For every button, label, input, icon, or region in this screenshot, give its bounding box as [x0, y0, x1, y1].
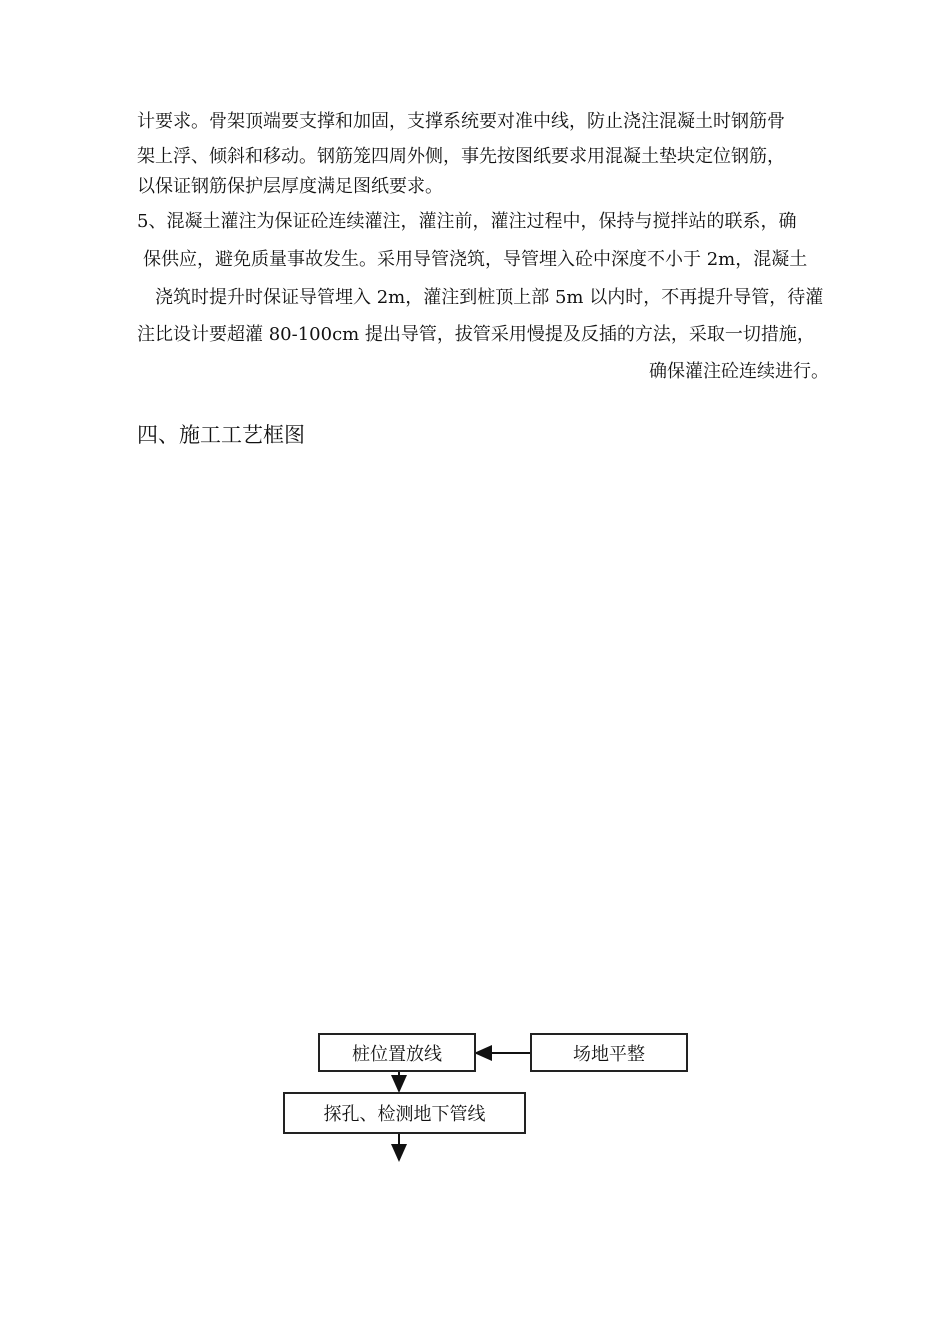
paragraph-line: 以保证钢筋保护层厚度满足图纸要求。	[137, 176, 443, 197]
paragraph-line: 保供应，避免质量事故发生。采用导管浇筑，导管埋入砼中深度不小于 2m，混凝土	[143, 249, 808, 270]
paragraph-line: 计要求。骨架顶端要支撑和加固，支撑系统要对准中线，防止浇注混凝土时钢筋骨	[137, 111, 785, 132]
section-heading: 四、施工工艺框图	[137, 423, 305, 447]
flow-box-pile-layout	[318, 1033, 476, 1072]
flow-box-label: 桩位置放线	[352, 1043, 442, 1065]
paragraph-line: 5、混凝土灌注为保证砼连续灌注，灌注前，灌注过程中，保持与搅拌站的联系，确	[137, 211, 797, 232]
paragraph-line: 注比设计要超灌 80-100cm 提出导管，拔管采用慢提及反插的方法，采取一切措施，	[137, 324, 815, 345]
flow-box-label: 场地平整	[573, 1043, 645, 1065]
paragraph-line: 确保灌注砼连续进行。	[649, 361, 829, 382]
flow-box-probe	[283, 1092, 526, 1134]
paragraph-line: 架上浮、倾斜和移动。钢筋笼四周外侧，事先按图纸要求用混凝土垫块定位钢筋，	[137, 146, 785, 167]
flow-box-label: 探孔、检测地下管线	[323, 1104, 486, 1125]
paragraph-line: 浇筑时提升时保证导管埋入 2m，灌注到桩顶上部 5m 以内时，不再提升导管，待灌	[155, 287, 824, 308]
flow-box-site-leveling	[530, 1033, 688, 1072]
